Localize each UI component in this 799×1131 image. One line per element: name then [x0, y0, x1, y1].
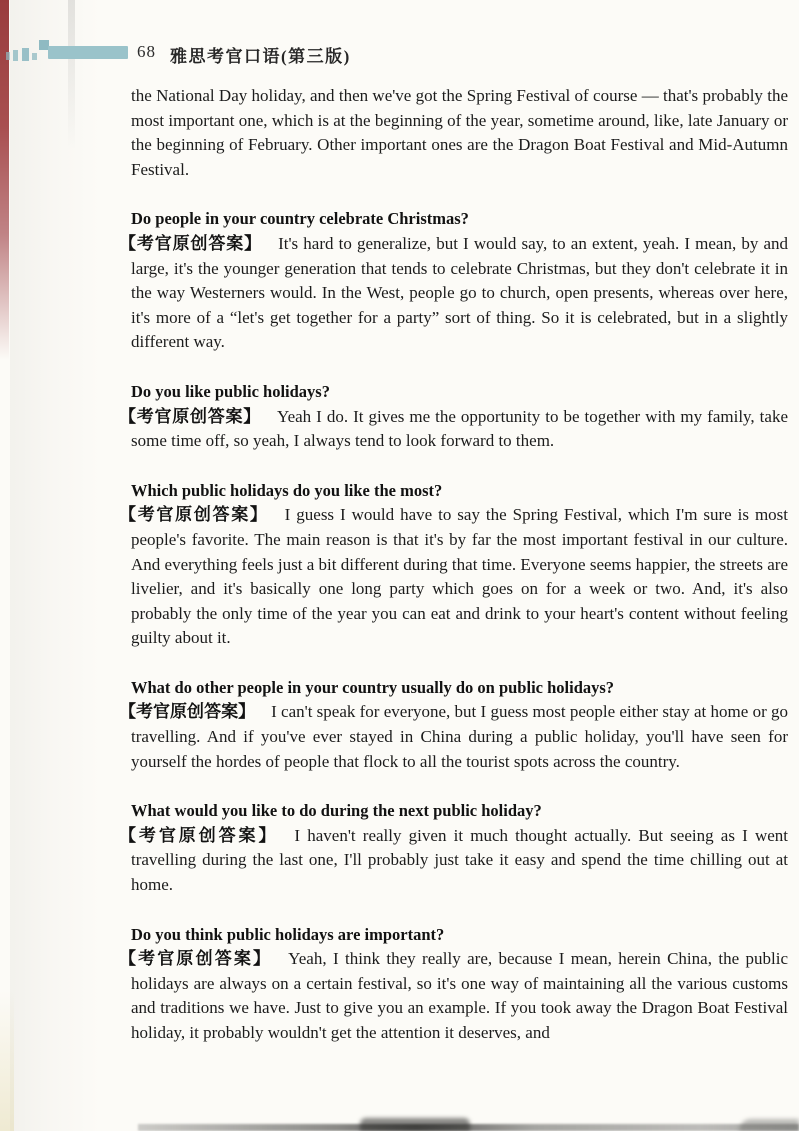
- scan-edge-discoloration: [0, 991, 14, 1131]
- page-header: [0, 40, 799, 64]
- answer-paragraph: [119, 700, 788, 774]
- teal-decoration-fragment: [22, 48, 29, 61]
- teal-decoration-fragment: [6, 52, 10, 60]
- answer-paragraph: [119, 824, 788, 898]
- header-bar-decoration: [48, 46, 128, 59]
- question-heading: Do you like public holidays?: [131, 381, 330, 401]
- answer-label: 【考官原创答案】: [119, 406, 262, 426]
- answer-text: Yeah, I think they really are, because I mean, herein China, the public holidays are always on a certain festival, so it's one way of maintaining all the various customs and traditions we have. Just to give you an example. If you took away the Dragon Boat Festival holiday, it probably wouldn't get the attention it deserves, and: [131, 949, 788, 1042]
- answer-label: 【考官原创答案】: [119, 825, 279, 845]
- answer-text: Yeah I do. It gives me the opportunity to be together with my family, take some time off, so yeah, I always tend to look forward to them.: [131, 406, 788, 451]
- answer-paragraph: [119, 503, 789, 651]
- qa-section-christmas: [119, 207, 789, 355]
- qa-section-what-others-do: [119, 676, 788, 774]
- question-heading: Do you think public holidays are important?: [131, 924, 445, 944]
- question-heading: What do other people in your country usually do on public holidays?: [131, 677, 615, 697]
- answer-text: It's hard to generalize, but I would say, to an extent, yeah. I mean, by and large, it's the younger generation that tends to celebrate Christmas, but they don't celebrate it in the way Westerners would. In the West, people go to church, open presents, whereas over here, it's more of a “let's get together for a party” sort of thing. So it is celebrated, but in a slightly different way.: [131, 233, 789, 352]
- answer-paragraph: [119, 405, 788, 454]
- question-heading: What would you like to do during the next public holiday?: [131, 801, 542, 821]
- answer-text: I guess I would have to say the Spring Festival, which I'm sure is most people's favorite. The main reason is that it's by far the most important festival in our culture. And everything feels just a bit different during that time. Everyone seems happier, the streets are livelier, and it's basically one long party which goes on for a week or two. And, it's also probably the only time of the year you can eat and drink to your heart's content without feeling guilty about it.: [131, 505, 789, 648]
- page-bottom-corner-shadow: [739, 1119, 799, 1131]
- qa-section-favorite-holiday: [119, 479, 789, 651]
- page-bottom-edge-blob: [360, 1118, 470, 1131]
- answer-text: I can't speak for everyone, but I guess most people either stay at home or go travelling. And if you've ever stayed in China during a public holiday, you'll have seen for yourself the hordes of people that flock to all the tourist spots across the country.: [131, 702, 788, 771]
- answer-label: 【考官原创答案】: [119, 233, 263, 253]
- answer-paragraph: [119, 947, 788, 1045]
- qa-section-holidays-important: [119, 923, 788, 1046]
- answer-label: 【考官原创答案】: [119, 505, 269, 525]
- page-number: 68: [137, 42, 156, 61]
- teal-decoration-fragment: [32, 53, 37, 60]
- qa-section-like-holidays: [119, 380, 788, 454]
- qa-section-next-holiday: [119, 799, 788, 897]
- page-content: [119, 84, 789, 1046]
- answer-paragraph: [119, 232, 789, 355]
- question-heading: Which public holidays do you like the most?: [131, 480, 443, 500]
- answer-label: 【考官原创答案】: [119, 949, 273, 969]
- scan-streak: [68, 0, 75, 150]
- intro-paragraph: the National Day holiday, and then we've got the Spring Festival of course — that's probably the most important one, which is at the beginning of the year, sometime around, like, late January or the beginning of February. Other important ones are the Dragon Boat Festival and Mid-Autumn Festival.: [131, 86, 788, 179]
- question-heading: Do people in your country celebrate Christmas?: [131, 209, 469, 229]
- answer-text: I haven't really given it much thought actually. But seeing as I went travelling during the last one, I'll probably just take it easy and spend the time chilling out at home.: [131, 825, 788, 895]
- answer-label: 【考官原创答案】: [119, 702, 256, 722]
- book-title: 雅思考官口语(第三版): [170, 47, 351, 66]
- page-gutter-shadow: [10, 0, 100, 1131]
- teal-decoration-fragment: [13, 50, 18, 61]
